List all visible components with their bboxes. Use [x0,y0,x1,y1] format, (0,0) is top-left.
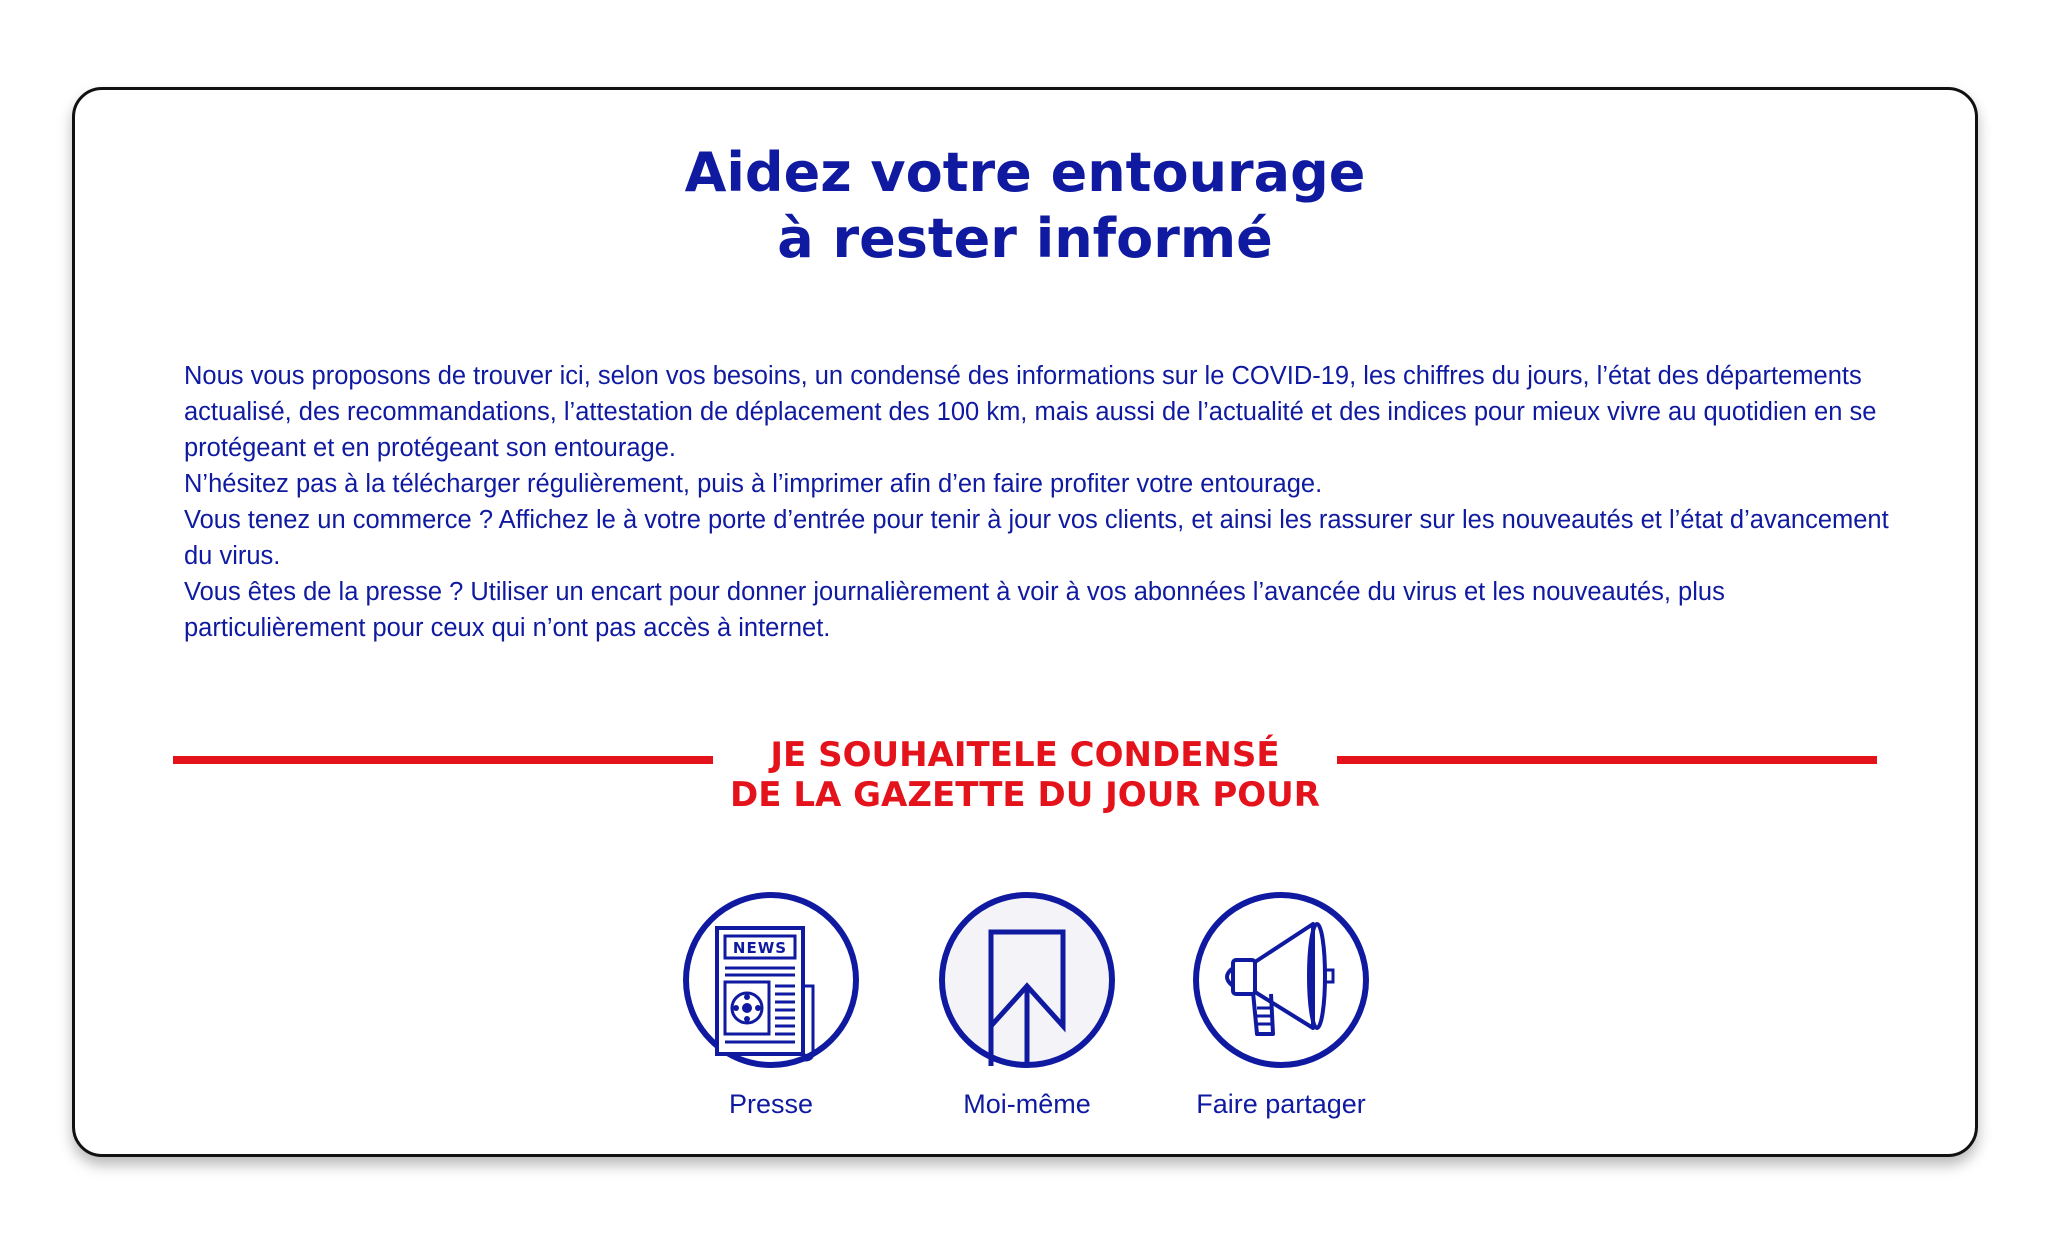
megaphone-icon [1191,890,1371,1070]
option-moi-meme-button[interactable] [897,890,1157,1120]
intro-paragraph: Nous vous proposons de trouver ici, selon vos besoins, un condensé des informations sur le COVID-19, les chiffres du jours, l’état des départements actualisé, des recommandations, l’attestation de déplacement des 100 km, mais aussi de l’actualité et des indices pour mieux vivre au quotidien en se protégeant et en protégeant son entourage. [184,362,1877,462]
option-moi-meme-label: Moi-même [963,1089,1091,1119]
page-title-line-1: Aidez votre entourage [684,141,1366,204]
option-faire-partager-label: Faire partager [1196,1089,1366,1119]
intro-text [184,358,1904,646]
cta-heading [75,735,1975,815]
newspaper-icon [681,890,861,1070]
intro-paragraph: Vous êtes de la presse ? Utiliser un encart pour donner journalièrement à voir à vos abonnées l’avancée du virus et les nouveautés, plus particulièrement pour ceux qui n’ont pas accès à internet. [184,578,1725,642]
bookmark-icon [937,890,1117,1070]
cta-heading-line-2: DE LA GAZETTE DU JOUR POUR [730,775,1320,815]
info-card [72,87,1978,1157]
svg-text:NEWS: NEWS [732,939,788,957]
option-presse-button[interactable] [641,890,901,1120]
page-title [75,140,1975,272]
option-presse-label: Presse [728,1089,814,1119]
option-faire-partager-button[interactable] [1151,890,1411,1120]
intro-paragraph: Vous tenez un commerce ? Affichez le à votre porte d’entrée pour tenir à jour vos clients, et ainsi les rassurer sur les nouveautés et l’état d’avancement du virus. [184,506,1889,570]
cta-heading-line-1: JE SOUHAITELE CONDENSÉ [770,735,1280,775]
intro-paragraph: N’hésitez pas à la télécharger régulièrement, puis à l’imprimer afin d’en faire profiter votre entourage. [184,470,1323,498]
page-title-line-2: à rester informé [777,207,1273,270]
